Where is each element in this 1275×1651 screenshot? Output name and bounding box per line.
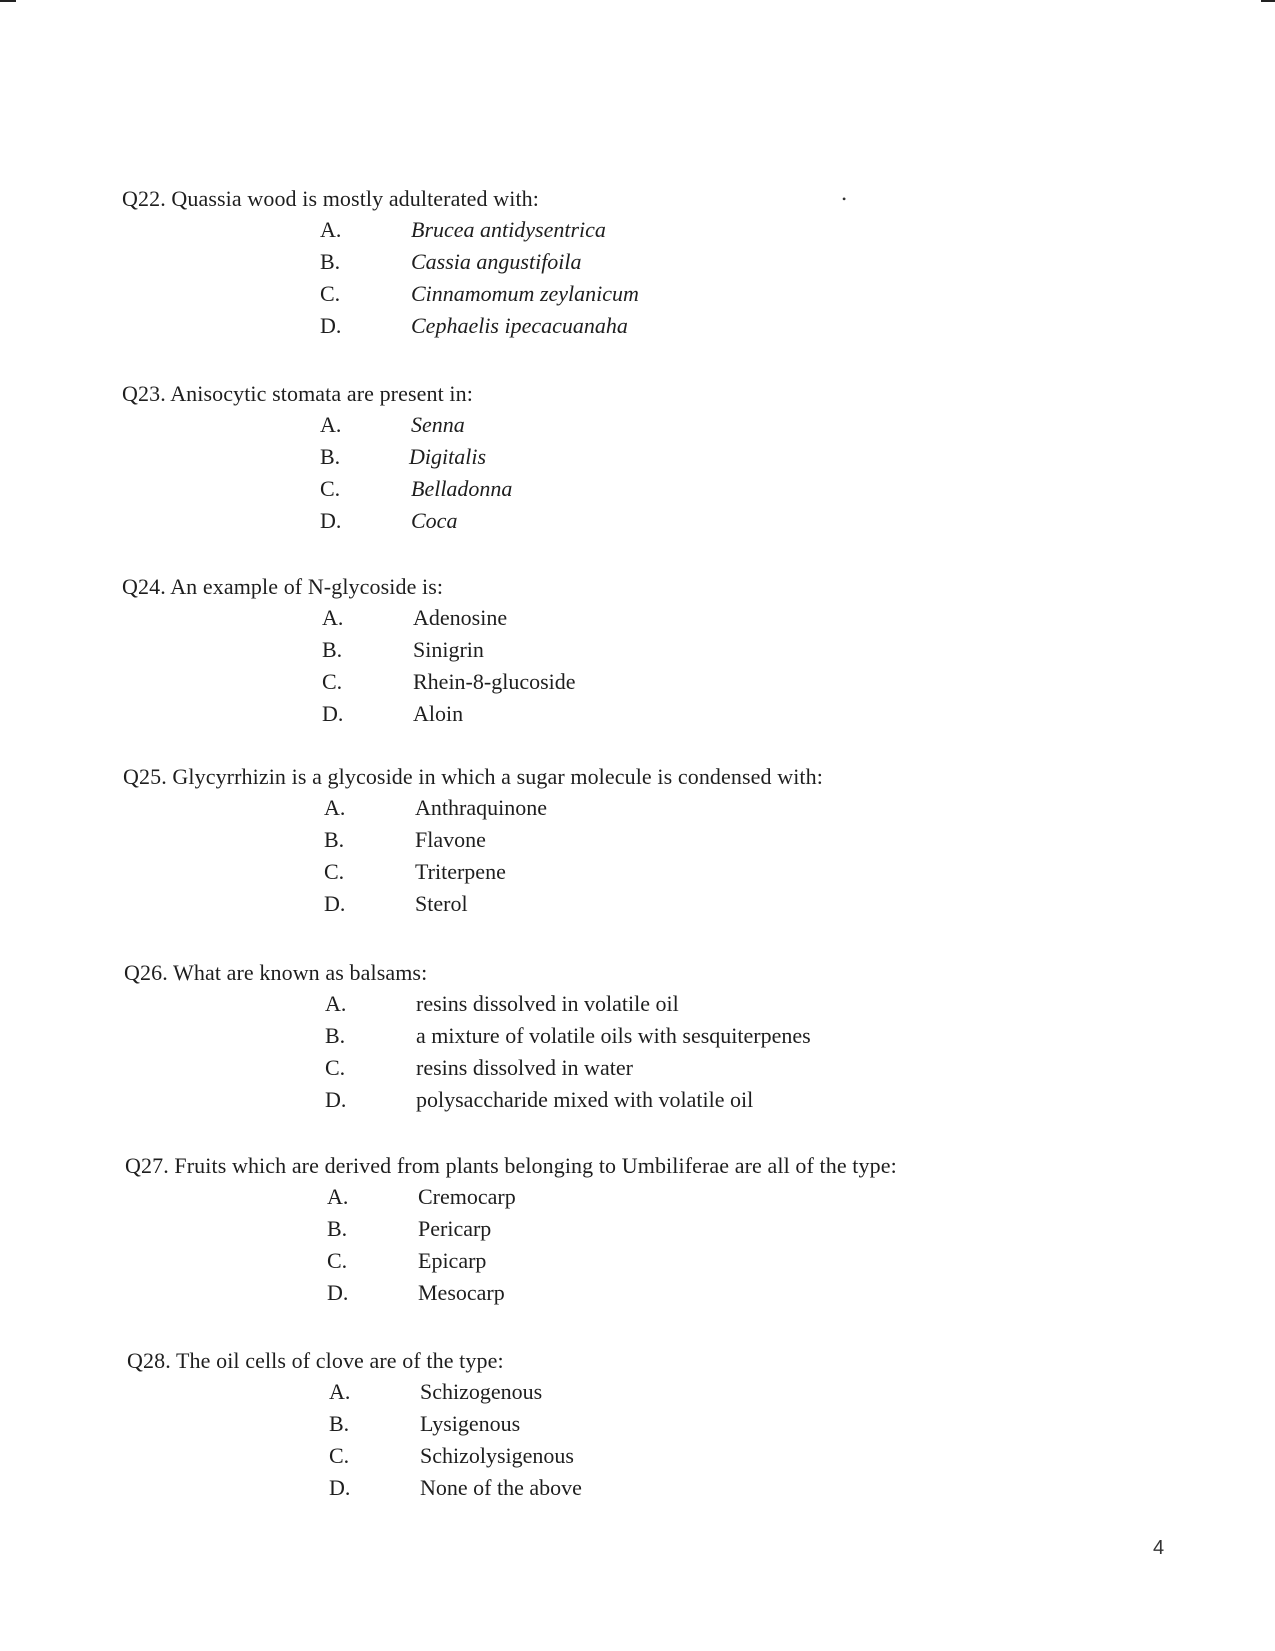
option-text: Mesocarp <box>418 1280 505 1305</box>
option-text: Rhein-8-glucoside <box>413 669 576 694</box>
option-letter: D. <box>320 313 342 338</box>
option-text: Cinnamomum zeylanicum <box>411 281 639 306</box>
option-text: Sterol <box>415 891 468 916</box>
option-text: Cremocarp <box>418 1184 516 1209</box>
option-text: Sinigrin <box>413 637 484 662</box>
option-text: Cephaelis ipecacuanaha <box>411 313 628 338</box>
option-letter: B. <box>324 827 345 852</box>
option-text: Belladonna <box>411 476 513 501</box>
option-letter: A. <box>320 412 342 437</box>
option-text: Senna <box>411 412 465 437</box>
question-text <box>124 960 427 986</box>
option-letter: B. <box>322 637 343 662</box>
option-letter: A. <box>320 217 342 242</box>
question-text <box>125 1153 897 1179</box>
question-text <box>123 764 823 790</box>
option-text: Adenosine <box>413 605 508 630</box>
question-text <box>122 574 443 600</box>
question-number: Q28. <box>127 1348 171 1373</box>
option-letter: D. <box>322 701 344 726</box>
option-letter: A. <box>325 991 347 1016</box>
question-prompt: What are known as balsams: <box>173 960 428 985</box>
option-text: Lysigenous <box>420 1411 521 1436</box>
scan-speck: • <box>842 192 847 206</box>
option-text: Epicarp <box>418 1248 487 1273</box>
question-number: Q26. <box>124 960 168 985</box>
option-text: Coca <box>411 508 458 533</box>
option-text: polysaccharide mixed with volatile oil <box>416 1087 754 1112</box>
option-text: Digitalis <box>409 444 487 469</box>
option-letter: B. <box>320 444 341 469</box>
option-letter: D. <box>327 1280 349 1305</box>
question-prompt: Fruits which are derived from plants belonging to Umbiliferae are all of the type: <box>174 1153 897 1178</box>
option-letter: B. <box>320 249 341 274</box>
question-prompt: Anisocytic stomata are present in: <box>170 381 473 406</box>
question-prompt: An example of N-glycoside is: <box>170 574 444 599</box>
option-text: Pericarp <box>418 1216 492 1241</box>
option-letter: B. <box>329 1411 350 1436</box>
option-letter: A. <box>324 795 346 820</box>
option-letter: B. <box>325 1023 346 1048</box>
question-number: Q27. <box>125 1153 169 1178</box>
scan-edge-mark-right <box>1261 0 1275 2</box>
question-prompt: Quassia wood is mostly adulterated with: <box>171 186 539 211</box>
option-text: Brucea antidysentrica <box>411 217 606 242</box>
option-letter: C. <box>324 859 345 884</box>
option-letter: C. <box>320 476 341 501</box>
page-number: 4 <box>1153 1537 1165 1559</box>
question-prompt: The oil cells of clove are of the type: <box>176 1348 504 1373</box>
question-number: Q23. <box>122 381 166 406</box>
option-letter: C. <box>325 1055 346 1080</box>
option-text: Cassia angustifoila <box>411 249 582 274</box>
option-text: Aloin <box>413 701 464 726</box>
option-text: resins dissolved in water <box>416 1055 633 1080</box>
option-text: Schizogenous <box>420 1379 543 1404</box>
option-text: None of the above <box>420 1475 582 1500</box>
option-text: Schizolysigenous <box>420 1443 574 1468</box>
option-text: Anthraquinone <box>415 795 547 820</box>
question-text <box>127 1348 504 1374</box>
option-letter: C. <box>322 669 343 694</box>
question-number: Q25. <box>123 764 167 789</box>
option-text: a mixture of volatile oils with sesquiterpenes <box>416 1023 811 1048</box>
option-letter: C. <box>327 1248 348 1273</box>
option-letter: D. <box>325 1087 347 1112</box>
question-prompt: Glycyrrhizin is a glycoside in which a sugar molecule is condensed with: <box>172 764 823 789</box>
option-letter: C. <box>320 281 341 306</box>
option-letter: D. <box>324 891 346 916</box>
option-text: Triterpene <box>415 859 506 884</box>
option-letter: D. <box>329 1475 351 1500</box>
question-number: Q24. <box>122 574 166 599</box>
option-letter: B. <box>327 1216 348 1241</box>
option-text: resins dissolved in volatile oil <box>416 991 679 1016</box>
option-letter: A. <box>322 605 344 630</box>
question-number: Q22. <box>122 186 166 211</box>
option-letter: A. <box>327 1184 349 1209</box>
scan-edge-mark-left <box>0 0 16 2</box>
option-letter: A. <box>329 1379 351 1404</box>
question-text <box>122 381 473 407</box>
question-text <box>122 186 539 212</box>
option-letter: D. <box>320 508 342 533</box>
option-text: Flavone <box>415 827 486 852</box>
option-letter: C. <box>329 1443 350 1468</box>
